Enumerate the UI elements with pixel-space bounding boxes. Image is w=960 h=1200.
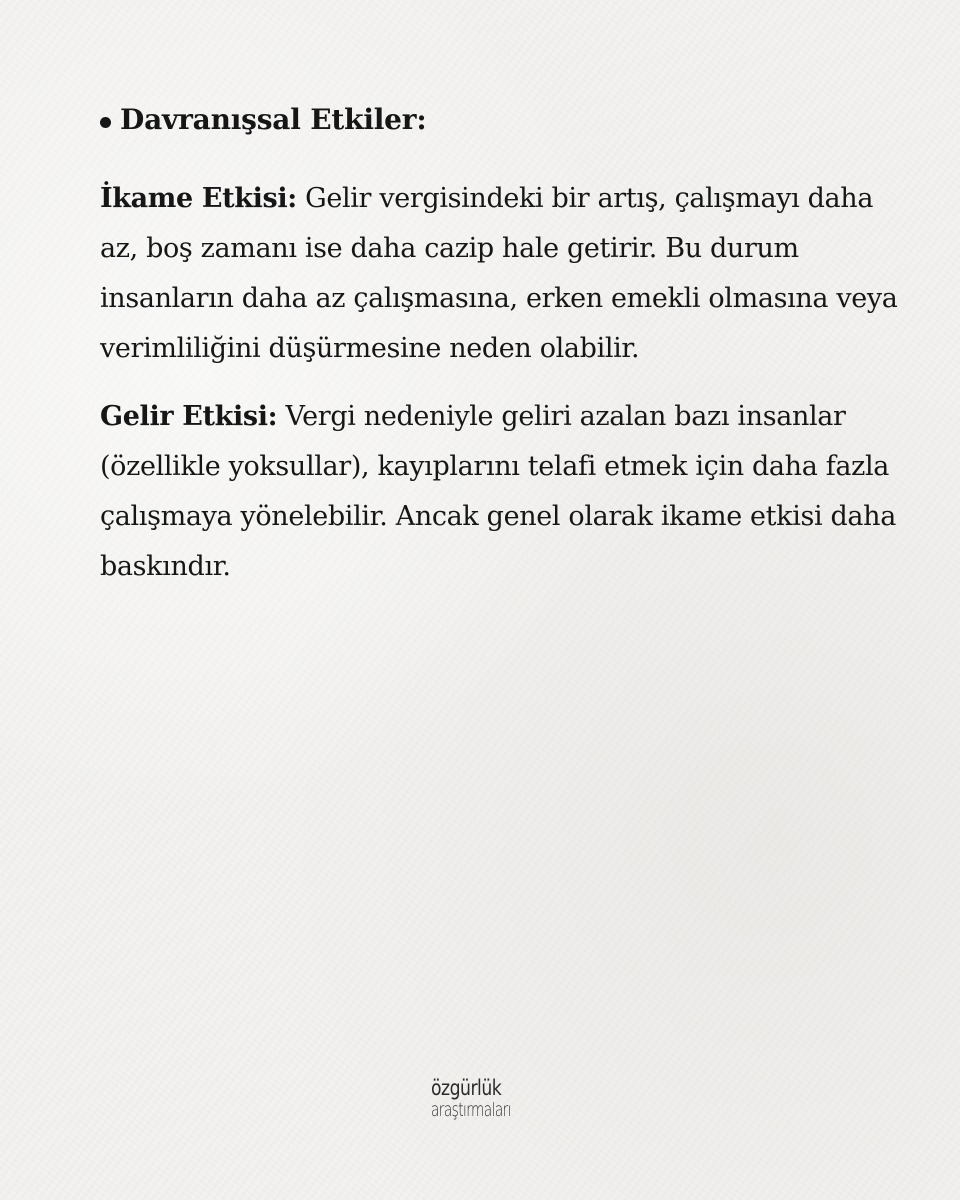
section-heading: Davranışsal Etkiler: — [120, 103, 427, 136]
section-heading-row — [100, 96, 900, 144]
term-income-effect: Gelir Etkisi: — [100, 401, 278, 432]
brand-logo — [431, 1078, 542, 1120]
term-substitution-effect: İkame Etkisi: — [100, 183, 297, 214]
document-body — [100, 96, 900, 610]
paragraph-income-effect — [100, 392, 900, 592]
bullet-icon — [100, 117, 111, 128]
logo-line-2: araştırmaları — [431, 1099, 511, 1121]
paragraph-substitution-effect — [100, 174, 900, 374]
logo-line-1: özgürlük — [431, 1076, 502, 1100]
paragraph-text: Gelir vergisindeki bir artış, çalışmayı daha az, boş zamanı ise daha cazip hale getirir. Bu durum insanların daha az çalışmasına, erken emekli olmasına veya verimliliğini düşürmesine neden olabilir. — [100, 183, 898, 364]
paragraph-text: Vergi nedeniyle geliri azalan bazı insanlar (özellikle yoksullar), kayıplarını telafi etmek için daha fazla çalışmaya yönelebilir. Ancak genel olarak ikame etkisi daha baskındır. — [100, 401, 896, 582]
